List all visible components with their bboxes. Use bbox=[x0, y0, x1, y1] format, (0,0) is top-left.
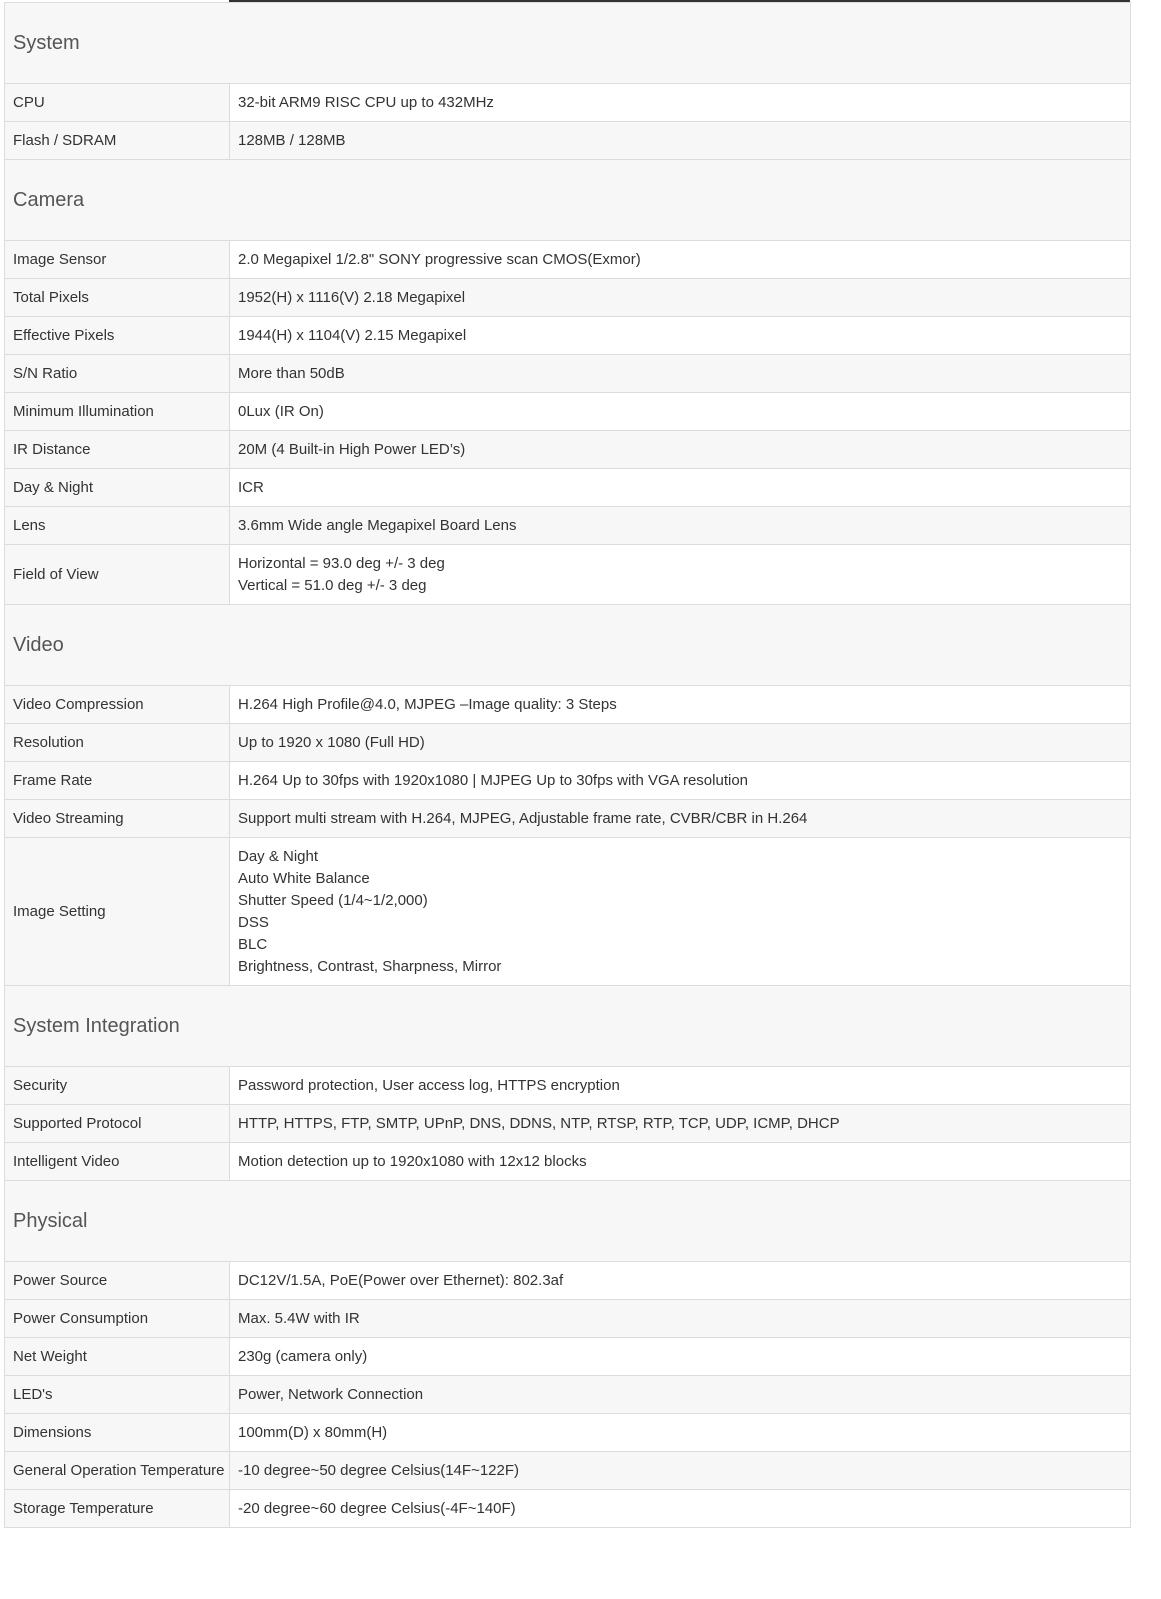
spec-value bbox=[230, 724, 1131, 762]
spec-row bbox=[5, 1452, 1131, 1490]
spec-value bbox=[230, 1262, 1131, 1300]
section-header-row bbox=[5, 160, 1131, 241]
spec-value-line: BLC bbox=[238, 935, 268, 953]
spec-value-line: 1952(H) x 1116(V) 2.18 Megapixel bbox=[238, 288, 466, 306]
spec-label: Flash / SDRAM bbox=[5, 122, 230, 160]
spec-label: Intelligent Video bbox=[5, 1143, 230, 1181]
spec-value bbox=[230, 545, 1131, 605]
spec-row bbox=[5, 355, 1131, 393]
spec-row bbox=[5, 122, 1131, 160]
spec-label: Image Sensor bbox=[5, 241, 230, 279]
spec-value-line: Auto White Balance bbox=[238, 869, 370, 887]
spec-value-line: -20 degree~60 degree Celsius(-4F~140F) bbox=[238, 1499, 516, 1517]
spec-value-line: 128MB / 128MB bbox=[238, 131, 346, 149]
section-title: Video bbox=[5, 605, 1131, 686]
spec-value bbox=[230, 393, 1131, 431]
spec-value-line: H.264 High Profile@4.0, MJPEG –Image quality: 3 Steps bbox=[238, 695, 617, 713]
spec-value-line: Up to 1920 x 1080 (Full HD) bbox=[238, 733, 425, 751]
spec-row bbox=[5, 393, 1131, 431]
spec-value-line: Brightness, Contrast, Sharpness, Mirror bbox=[238, 957, 502, 975]
spec-value bbox=[230, 84, 1131, 122]
spec-row bbox=[5, 1376, 1131, 1414]
spec-value-line: Motion detection up to 1920x1080 with 12x12 blocks bbox=[238, 1152, 587, 1170]
spec-label: Total Pixels bbox=[5, 279, 230, 317]
section-header-row bbox=[5, 605, 1131, 686]
spec-value bbox=[230, 800, 1131, 838]
spec-value-line: Max. 5.4W with IR bbox=[238, 1309, 360, 1327]
spec-value bbox=[230, 355, 1131, 393]
spec-value-line: 3.6mm Wide angle Megapixel Board Lens bbox=[238, 516, 517, 534]
spec-value bbox=[230, 507, 1131, 545]
spec-row bbox=[5, 762, 1131, 800]
spec-row bbox=[5, 838, 1131, 986]
section-title: System bbox=[5, 3, 1131, 84]
spec-value bbox=[230, 1414, 1131, 1452]
spec-row bbox=[5, 279, 1131, 317]
spec-label: Effective Pixels bbox=[5, 317, 230, 355]
spec-row bbox=[5, 724, 1131, 762]
spec-value bbox=[230, 1490, 1131, 1528]
spec-value-line: Support multi stream with H.264, MJPEG, Adjustable frame rate, CVBR/CBR in H.264 bbox=[238, 809, 808, 827]
spec-value-line: DSS bbox=[238, 913, 269, 931]
spec-label: Field of View bbox=[5, 545, 230, 605]
spec-value-line: Day & Night bbox=[238, 847, 319, 865]
section-header-row bbox=[5, 986, 1131, 1067]
spec-value-line: Power, Network Connection bbox=[238, 1385, 424, 1403]
spec-value-line: Vertical = 51.0 deg +/- 3 deg bbox=[238, 576, 427, 594]
section-title: Physical bbox=[5, 1181, 1131, 1262]
section-header-row bbox=[5, 1181, 1131, 1262]
spec-row bbox=[5, 1105, 1131, 1143]
spec-value bbox=[230, 1143, 1131, 1181]
spec-value-line: ICR bbox=[238, 478, 264, 496]
spec-value bbox=[230, 1338, 1131, 1376]
spec-label: S/N Ratio bbox=[5, 355, 230, 393]
spec-value-line: 32-bit ARM9 RISC CPU up to 432MHz bbox=[238, 93, 494, 111]
spec-label: Image Setting bbox=[5, 838, 230, 986]
spec-row bbox=[5, 1300, 1131, 1338]
spec-label: Security bbox=[5, 1067, 230, 1105]
spec-label: Day & Night bbox=[5, 469, 230, 507]
spec-value bbox=[230, 279, 1131, 317]
spec-label: Supported Protocol bbox=[5, 1105, 230, 1143]
spec-value bbox=[230, 122, 1131, 160]
spec-value bbox=[230, 241, 1131, 279]
spec-value-line: 2.0 Megapixel 1/2.8" SONY progressive scan CMOS(Exmor) bbox=[238, 250, 641, 268]
spec-row bbox=[5, 1338, 1131, 1376]
spec-table-body bbox=[5, 3, 1131, 1528]
spec-row bbox=[5, 686, 1131, 724]
spec-value-line: DC12V/1.5A, PoE(Power over Ethernet): 802.3af bbox=[238, 1271, 564, 1289]
spec-label: Dimensions bbox=[5, 1414, 230, 1452]
spec-label: Storage Temperature bbox=[5, 1490, 230, 1528]
spec-row bbox=[5, 1262, 1131, 1300]
spec-row bbox=[5, 800, 1131, 838]
spec-value bbox=[230, 1376, 1131, 1414]
spec-value-line: Password protection, User access log, HTTPS encryption bbox=[238, 1076, 620, 1094]
spec-value bbox=[230, 838, 1131, 986]
spec-label: Lens bbox=[5, 507, 230, 545]
spec-value-line: 1944(H) x 1104(V) 2.15 Megapixel bbox=[238, 326, 467, 344]
spec-label: LED's bbox=[5, 1376, 230, 1414]
spec-value-line: 100mm(D) x 80mm(H) bbox=[238, 1423, 388, 1441]
spec-value-line: H.264 Up to 30fps with 1920x1080 | MJPEG Up to 30fps with VGA resolution bbox=[238, 771, 749, 789]
spec-table bbox=[4, 2, 1131, 1528]
spec-label: Power Consumption bbox=[5, 1300, 230, 1338]
spec-value-line: HTTP, HTTPS, FTP, SMTP, UPnP, DNS, DDNS, NTP, RTSP, RTP, TCP, UDP, ICMP, DHCP bbox=[238, 1114, 840, 1132]
spec-value-line: 20M (4 Built-in High Power LED’s) bbox=[238, 440, 466, 458]
spec-label: Power Source bbox=[5, 1262, 230, 1300]
section-title: Camera bbox=[5, 160, 1131, 241]
spec-row bbox=[5, 1143, 1131, 1181]
spec-value-line: Shutter Speed (1/4~1/2,000) bbox=[238, 891, 428, 909]
spec-row bbox=[5, 1490, 1131, 1528]
spec-row bbox=[5, 1414, 1131, 1452]
spec-label: Video Compression bbox=[5, 686, 230, 724]
spec-row bbox=[5, 1067, 1131, 1105]
spec-row bbox=[5, 241, 1131, 279]
spec-row bbox=[5, 317, 1131, 355]
spec-label: IR Distance bbox=[5, 431, 230, 469]
spec-row bbox=[5, 507, 1131, 545]
spec-value-line: 0Lux (IR On) bbox=[238, 402, 324, 420]
spec-label: Minimum Illumination bbox=[5, 393, 230, 431]
spec-row bbox=[5, 431, 1131, 469]
spec-value bbox=[230, 317, 1131, 355]
spec-value-line: More than 50dB bbox=[238, 364, 345, 382]
spec-value-line: Horizontal = 93.0 deg +/- 3 deg bbox=[238, 554, 445, 572]
spec-label: Net Weight bbox=[5, 1338, 230, 1376]
spec-label: Video Streaming bbox=[5, 800, 230, 838]
spec-row bbox=[5, 545, 1131, 605]
spec-label: Resolution bbox=[5, 724, 230, 762]
section-header-row bbox=[5, 3, 1131, 84]
spec-label: General Operation Temperature bbox=[5, 1452, 230, 1490]
spec-value-line: 230g (camera only) bbox=[238, 1347, 368, 1365]
spec-value bbox=[230, 762, 1131, 800]
spec-value bbox=[230, 1452, 1131, 1490]
spec-value bbox=[230, 1105, 1131, 1143]
spec-value bbox=[230, 469, 1131, 507]
spec-value bbox=[230, 431, 1131, 469]
section-title: System Integration bbox=[5, 986, 1131, 1067]
spec-value bbox=[230, 686, 1131, 724]
spec-value-line: -10 degree~50 degree Celsius(14F~122F) bbox=[238, 1461, 520, 1479]
spec-row bbox=[5, 84, 1131, 122]
spec-value bbox=[230, 1067, 1131, 1105]
spec-label: CPU bbox=[5, 84, 230, 122]
spec-label: Frame Rate bbox=[5, 762, 230, 800]
spec-value bbox=[230, 1300, 1131, 1338]
spec-row bbox=[5, 469, 1131, 507]
